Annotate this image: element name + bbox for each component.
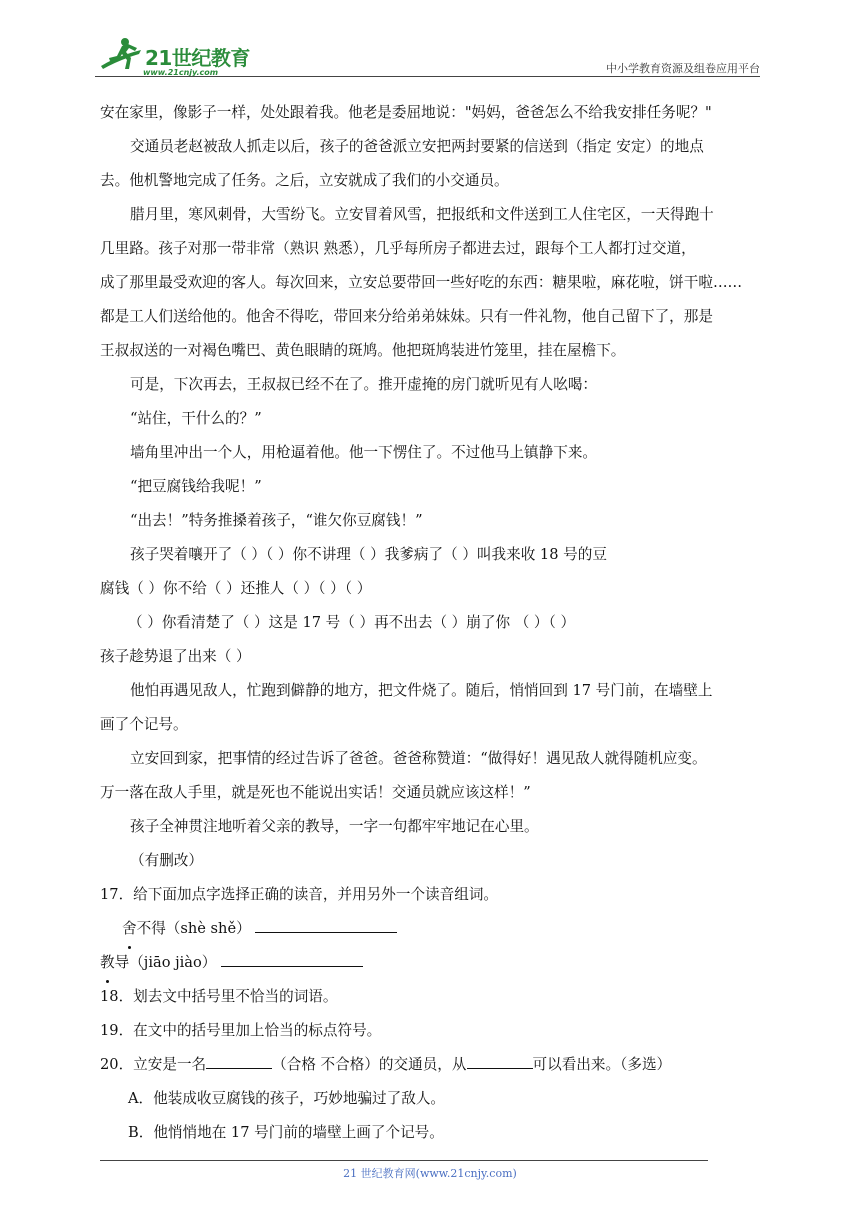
platform-name: 中小学教育资源及组卷应用平台 — [606, 62, 760, 75]
dotted-char: 教 — [100, 946, 115, 980]
page-header — [95, 30, 760, 78]
question-20-text: 可以看出来。（多选） — [532, 1056, 672, 1073]
logo-text: 21世纪教育 — [145, 46, 250, 70]
paragraph: “出去！”特务推搡着孩子，“谁欠你豆腐钱！” — [130, 512, 423, 529]
question-20-text: （合格 不合格）的交通员，从 — [272, 1056, 467, 1073]
paragraph: 画了个记号。 — [100, 716, 188, 733]
paragraph: 孩子趁势退了出来（ ） — [100, 648, 251, 665]
paragraph: 他怕再遇见敌人，忙跑到僻静的地方，把文件烧了。随后，悄悄回到 17 号门前，在墙壁上 — [130, 682, 713, 699]
paragraph: 都是工人们送给他的。他舍不得吃，带回来分给弟弟妹妹。只有一件礼物，他自己留下了，那是 — [100, 308, 713, 325]
paragraph: “把豆腐钱给我呢！” — [130, 478, 262, 495]
question-17: 17．给下面加点字选择正确的读音，并用另外一个读音组词。 — [100, 886, 499, 903]
paragraph: 孩子哭着嚷开了（ ）（ ）你不讲理（ ）我爹病了（ ）叫我来收 18 号的豆 — [130, 546, 607, 563]
paragraph: 可是，下次再去，王叔叔已经不在了。推开虚掩的房门就听见有人吆喝： — [130, 376, 598, 393]
option-b: B．他悄悄地在 17 号门前的墙壁上画了个记号。 — [128, 1124, 444, 1141]
paragraph: 去。他机警地完成了任务。之后，立安就成了我们的小交通员。 — [100, 172, 509, 189]
question-17b-text: 导（jiāo jiào） — [114, 954, 217, 971]
paragraph: 王叔叔送的一对褐色嘴巴、黄色眼睛的斑鸠。他把斑鸠装进竹笼里，挂在屋檐下。 — [100, 342, 626, 359]
question-17a — [100, 912, 765, 946]
paragraph: 万一落在敌人手里，就是死也不能说出实话！交通员就应该这样！” — [100, 784, 531, 801]
runner-logo-icon — [95, 36, 145, 76]
source-note: （有删改） — [130, 852, 203, 869]
page-footer: 21 世纪教育网(www.21cnjy.com) — [343, 1167, 517, 1180]
option-a: A．他装成收豆腐钱的孩子，巧妙地骗过了敌人。 — [128, 1090, 446, 1107]
answer-blank[interactable] — [221, 950, 363, 967]
logo — [95, 36, 265, 76]
paragraph: 立安回到家，把事情的经过告诉了爸爸。爸爸称赞道：“做得好！遇见敌人就得随机应变。 — [130, 750, 707, 767]
question-17a-text: 不得（shè shě） — [136, 920, 251, 937]
answer-blank[interactable] — [206, 1052, 272, 1069]
answer-blank[interactable] — [255, 916, 397, 933]
paragraph: 腊月里，寒风刺骨，大雪纷飞。立安冒着风雪，把报纸和文件送到工人住宅区，一天得跑十 — [130, 206, 714, 223]
question-20-text: 20．立安是一名 — [100, 1056, 207, 1073]
logo-url: www.21cnjy.com — [143, 68, 219, 77]
header-divider — [95, 76, 760, 77]
answer-blank[interactable] — [467, 1052, 533, 1069]
footer-divider — [100, 1160, 708, 1161]
paragraph: （ ）你看清楚了（ ）这是 17 号（ ）再不出去（ ）崩了你 （ ）（ ） — [128, 614, 576, 631]
paragraph: 腐钱（ ）你不给（ ）还推人（ ）（ ）（ ） — [100, 580, 372, 597]
paragraph: 几里路。孩子对那一带非常（熟识 熟悉），几乎每所房子都进去过，跟每个工人都打过交道， — [100, 240, 696, 257]
question-18: 18．划去文中括号里不恰当的词语。 — [100, 988, 338, 1005]
document-body — [100, 96, 765, 1150]
paragraph: 安在家里，像影子一样，处处跟着我。他老是委屈地说："妈妈，爸爸怎么不给我安排任务呢？" — [100, 104, 712, 121]
paragraph: 成了那里最受欢迎的客人。每次回来，立安总要带回一些好吃的东西：糖果啦，麻花啦，饼干啦…… — [100, 274, 743, 291]
question-17b — [100, 946, 765, 980]
question-20 — [100, 1048, 765, 1082]
question-19: 19．在文中的括号里加上恰当的标点符号。 — [100, 1022, 382, 1039]
paragraph: 墙角里冲出一个人，用枪逼着他。他一下愣住了。不过他马上镇静下来。 — [130, 444, 598, 461]
paragraph: 交通员老赵被敌人抓走以后，孩子的爸爸派立安把两封要紧的信送到（指定 安定）的地点 — [130, 138, 704, 155]
paragraph: “站住，干什么的？” — [130, 410, 262, 427]
dotted-char: 舍 — [122, 912, 137, 946]
paragraph: 孩子全神贯注地听着父亲的教导，一字一句都牢牢地记在心里。 — [130, 818, 539, 835]
